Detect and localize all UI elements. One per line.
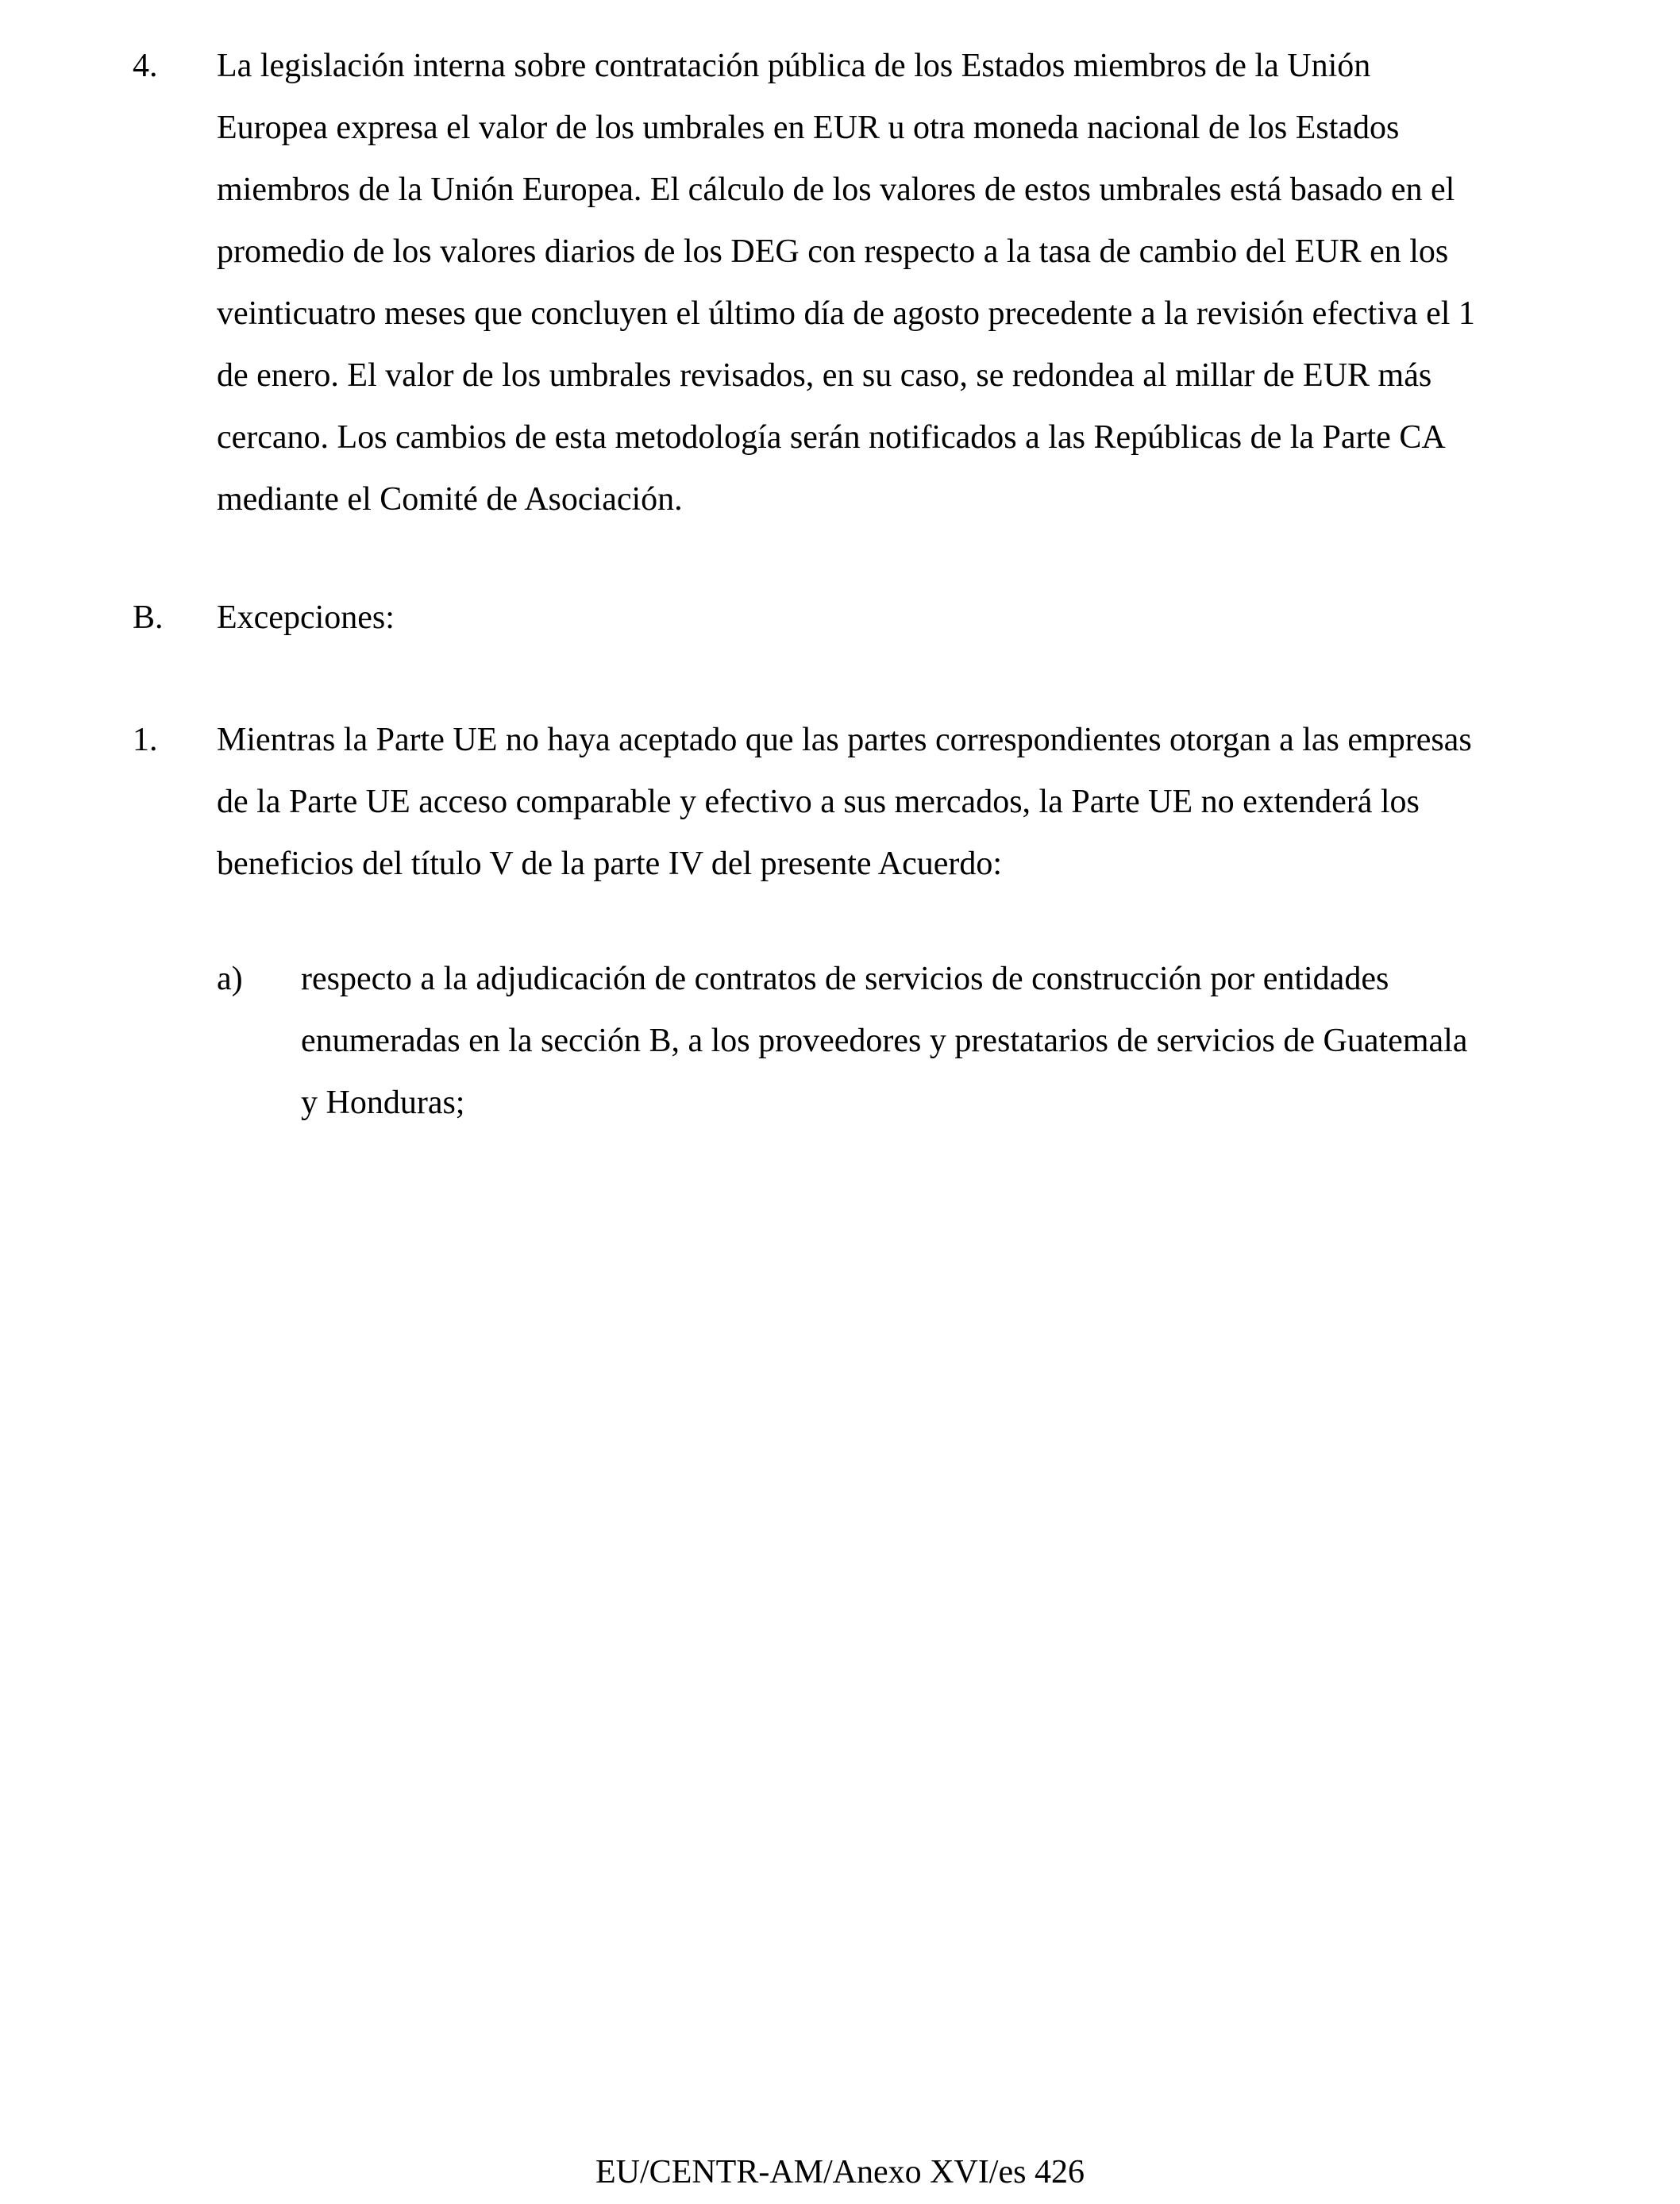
paragraph-line: de la Parte UE acceso comparable y efectivo a sus mercados, la Parte UE no extenderá los	[217, 784, 1420, 820]
paragraph-line: promedio de los valores diarios de los DEG con respecto a la tasa de cambio del EUR en los	[217, 233, 1449, 270]
sub-item-line: enumeradas en la sección B, a los proveedores y prestatarios de servicios de Guatemala	[301, 1023, 1468, 1059]
sub-item-letter: a)	[217, 961, 243, 997]
section-letter: B.	[133, 599, 164, 636]
paragraph-line: Mientras la Parte UE no haya aceptado que las partes correspondientes otorgan a las empresas	[217, 722, 1472, 758]
paragraph-line: beneficios del título V de la parte IV del presente Acuerdo:	[217, 846, 1003, 882]
paragraph-line: cercano. Los cambios de esta metodología serán notificados a las Repúblicas de la Parte CA	[217, 419, 1446, 456]
paragraph-line: mediante el Comité de Asociación.	[217, 481, 683, 518]
paragraph-line: de enero. El valor de los umbrales revisados, en su caso, se redondea al millar de EUR más	[217, 357, 1432, 394]
section-title: Excepciones:	[217, 599, 395, 636]
sub-item-line: respecto a la adjudicación de contratos de servicios de construcción por entidades	[301, 961, 1389, 997]
paragraph-line: La legislación interna sobre contratación pública de los Estados miembros de la Unión	[217, 48, 1371, 84]
sub-item-line: y Honduras;	[301, 1085, 465, 1121]
paragraph-number: 4.	[133, 48, 158, 84]
paragraph-line: veinticuatro meses que concluyen el último día de agosto precedente a la revisión efectiva el 1	[217, 295, 1475, 332]
paragraph-line: Europea expresa el valor de los umbrales en EUR u otra moneda nacional de los Estados	[217, 110, 1400, 146]
page-footer-reference: EU/CENTR-AM/Anexo XVI/es 426	[595, 2154, 1085, 2191]
paragraph-line: miembros de la Unión Europea. El cálculo de los valores de estos umbrales está basado en el	[217, 171, 1455, 208]
paragraph-number: 1.	[133, 722, 158, 758]
